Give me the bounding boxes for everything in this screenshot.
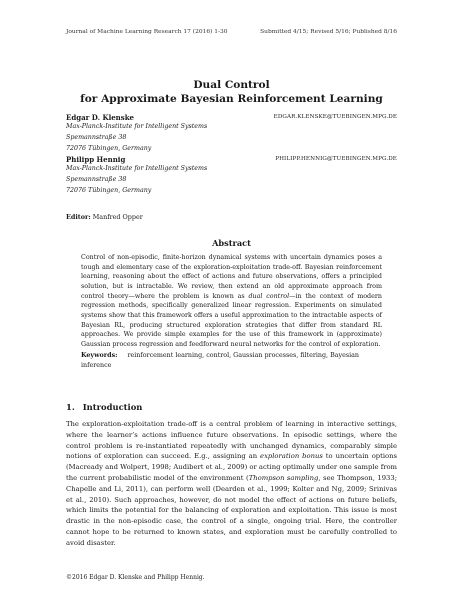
section-heading — [66, 402, 142, 412]
section-number: 1. — [66, 402, 75, 412]
intro-paragraph: The exploration-exploitation trade-off is a central problem of learning in interactive settings, where the learner’s actions influence future observations. In episodic settings, where the control problem is re-instantiated repeatedly with unchanged dynamics, comparably simple notions of exploration can succeed. E.g., assigning an exploration bonus to uncertain options (Macready and Wolpert, 1998; Audibert et al., 2009) or acting optimally under one sample from the current probabilistic model of the environment (Thompson sampling, see Thompson, 1933; Chapelle and Li, 2011), can perform well (Dearden et al., 1999; Kolter and Ng, 2009; Srinivas et al., 2010). Such approaches, however, do not model the effect of actions on future beliefs, which limits the potential for the balancing of exploration and exploitation. This issue is most drastic in the non-episodic case, the control of a single, ongoing trial. Here, the controller cannot hope to be returned to known states, and exploration must be carefully controlled to avoid disaster. — [66, 420, 398, 547]
section-title: Introduction — [82, 402, 143, 412]
submission-dates: Submitted 4/15; Revised 5/16; Published 8/16 — [260, 29, 397, 35]
keywords-label: Keywords: — [81, 352, 118, 359]
author-affiliation — [66, 122, 207, 154]
keywords-text: reinforcement learning, control, Gaussian processes, filtering, Bayesian inference — [81, 352, 359, 369]
affiliation-city: 72076 Tübingen, Germany — [66, 186, 152, 194]
affiliation-street: Spemannstraße 38 — [66, 133, 127, 141]
paper-title-line2: for Approximate Bayesian Reinforcement Learning — [80, 93, 383, 105]
editor-line — [66, 213, 143, 221]
editor-name: Manfred Opper — [92, 213, 143, 221]
editor-label: Editor: — [66, 213, 91, 221]
abstract-text: Control of non-episodic, finite-horizon dynamical systems with uncertain dynamics poses a tough and elementary case of the exploration-exploitation trade-off. Bayesian reinforcement learning, reasoning about the effect of actions and future observations, offers a principled solution, but is intractable. We review, then extend an old approximate approach from control theory—where the problem is known as dual control—in the context of modern regression methods, specifically generalized linear regression. Experiments on simulated systems show that this framework offers a useful approximation to the intractable aspects of Bayesian RL, producing structured exploration strategies that differ from standard RL approaches. We provide simple examples for the use of this framework in (approximate) Gaussian process regression and feedforward neural networks for the control of exploration. — [81, 254, 382, 348]
keywords — [81, 351, 382, 370]
journal-header: Journal of Machine Learning Research 17 (2016) 1-30 — [66, 29, 228, 35]
affiliation-institute: Max-Planck-Institute for Intelligent Systems — [66, 123, 208, 130]
author-email: PHILIPP.HENNIG@TUEBINGEN.MPG.DE — [275, 156, 397, 162]
abstract-emphasis: dual control — [248, 292, 290, 300]
author-email: EDGAR.KLENSKE@TUEBINGEN.MPG.DE — [273, 114, 397, 120]
affiliation-institute: Max-Planck-Institute for Intelligent Systems — [66, 165, 208, 172]
abstract-heading: Abstract — [212, 238, 251, 248]
affiliation-street: Spemannstraße 38 — [66, 175, 127, 183]
author-name: Philipp Hennig — [66, 155, 126, 164]
affiliation-city: 72076 Tübingen, Germany — [66, 144, 152, 152]
copyright-footer: ©2016 Edgar D. Klenske and Philipp Hennig. — [66, 574, 205, 581]
paper-title-line1: Dual Control — [193, 79, 270, 91]
author-affiliation — [66, 164, 207, 196]
author-name: Edgar D. Klenske — [66, 113, 135, 122]
